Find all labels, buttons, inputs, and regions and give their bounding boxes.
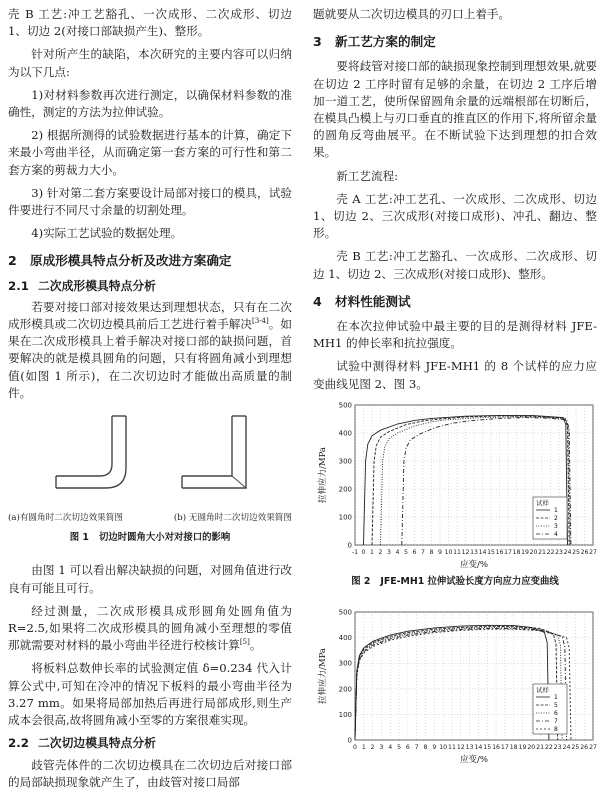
y-tick-label: 300 bbox=[338, 457, 352, 466]
x-tick-label: 23 bbox=[553, 744, 562, 752]
x-tick-label: 1 bbox=[370, 548, 374, 556]
x-tick-label: 13 bbox=[465, 744, 474, 752]
x-axis-label: 应变/% bbox=[460, 755, 488, 766]
y-axis-label: 拉伸应力/MPa bbox=[318, 648, 328, 705]
x-tick-label: 5 bbox=[397, 744, 402, 752]
x-tick-label: 8 bbox=[429, 548, 434, 556]
paragraph-after-fig1-3: 将板料总数伸长率的试验测定值 δ=0.234 代入计算公式中,可知在冷冲的情况下板料的最小弯曲半径为 3.27 mm。如果将局部加热后再进行局部成形,则生产成本会很高,故将圆角减小至零的方案很难实现。 bbox=[8, 661, 292, 728]
figure-1 bbox=[8, 410, 292, 508]
legend-title: 试样 bbox=[536, 686, 549, 695]
paragraph-2-1 bbox=[8, 299, 292, 402]
x-tick-label: 11 bbox=[448, 744, 456, 752]
x-tick-label: 22 bbox=[544, 744, 553, 752]
x-tick-label: 15 bbox=[483, 744, 492, 752]
x-tick-label: 23 bbox=[555, 548, 563, 556]
legend-entry-2: 2 bbox=[554, 514, 558, 522]
figure-2-chart bbox=[313, 399, 597, 571]
paragraph-after-fig1-2-text-b: 。 bbox=[249, 638, 262, 653]
legend-entry-5: 8 bbox=[554, 726, 558, 734]
x-tick-label: 16 bbox=[492, 744, 500, 752]
x-tick-label: 6 bbox=[412, 548, 417, 556]
figure-1-label: 图 1 bbox=[69, 532, 89, 544]
x-tick-label: 7 bbox=[421, 548, 425, 556]
x-tick-label: 4 bbox=[388, 744, 393, 752]
legend-entry-1: 1 bbox=[554, 694, 558, 702]
section-2-2-heading bbox=[8, 735, 292, 752]
section-3-number: 3 bbox=[313, 34, 322, 50]
y-tick-label: 200 bbox=[338, 685, 352, 694]
paragraph-2-1-text-a: 若要对接口部对接效果达到理想状态，只有在二次成形模具或二次切边模具前后工艺进行着手解决 bbox=[8, 299, 292, 332]
x-tick-label: 16 bbox=[495, 548, 504, 556]
paragraph-right-top: 题就要从二次切边模具的刃口上着手。 bbox=[313, 7, 511, 21]
figure-1-subcaption-a: (a)有圆角时二次切边效果简图 bbox=[8, 513, 123, 524]
list-item-4: 4)实际工艺试验的数据处理。 bbox=[31, 226, 183, 241]
y-tick-label: 400 bbox=[338, 634, 352, 643]
x-tick-label: 5 bbox=[404, 548, 408, 556]
figure-1-diagram bbox=[8, 410, 292, 508]
legend-entry-3: 6 bbox=[554, 710, 558, 718]
figure-1-subcaption-b: (b) 无圆角时二次切边效果简图 bbox=[173, 513, 292, 524]
intro-paragraph-2: 针对所产生的缺陷，本次研究的主要内容可以归纳为以下几点: bbox=[8, 47, 292, 79]
intro-paragraph-1: 壳 B 工艺:冲工艺豁孔、一次成形、二次成形、切边 1、切边 2(对接口部缺损产生)、整形。 bbox=[8, 7, 292, 39]
y-tick-label: 0 bbox=[347, 541, 352, 550]
paragraph-3a: 要将歧管对接口部的缺损现象控制到理想效果,就要在切边 2 工序时留有足够的余量，在切边 2 工序后增加一道工艺，使所保留圆角余量的远端根部在切断后，在模具凸模上与刃口垂直的推直区的作用下,将所留余量的圆角反弯曲展平。在不断试验下达到理想的扣合效果。 bbox=[313, 59, 597, 160]
paragraph-3d: 壳 B 工艺:冲工艺豁孔、一次成形、二次成形、切边 1、切边 2、三次成形(对接口成形)、整形。 bbox=[313, 249, 597, 281]
x-tick-label: 14 bbox=[474, 744, 483, 752]
y-tick-label: 500 bbox=[338, 401, 352, 410]
x-tick-label: 21 bbox=[538, 548, 546, 556]
x-tick-label: 3 bbox=[387, 548, 391, 556]
x-tick-label: 12 bbox=[456, 744, 465, 752]
figure-2-label: 图 2 bbox=[351, 575, 371, 587]
x-tick-label: 1 bbox=[361, 744, 366, 752]
x-tick-label: 2 bbox=[370, 744, 375, 752]
diagram-with-fillet bbox=[56, 416, 126, 488]
y-tick-label: 400 bbox=[338, 429, 352, 438]
section-2-heading bbox=[8, 252, 292, 269]
y-tick-label: 300 bbox=[338, 659, 352, 668]
x-tick-label: 26 bbox=[580, 548, 589, 556]
x-tick-label: 12 bbox=[461, 548, 470, 556]
x-tick-label: 7 bbox=[414, 744, 419, 752]
section-2-title: 原成形模具特点分析及改进方案确定 bbox=[30, 253, 232, 269]
x-tick-label: 3 bbox=[379, 744, 384, 752]
x-tick-label: 2 bbox=[378, 548, 383, 556]
citation-3-4: [3-4] bbox=[252, 317, 269, 326]
y-tick-label: 0 bbox=[347, 736, 352, 745]
corner-joint-line bbox=[232, 476, 246, 488]
y-tick-label: 200 bbox=[338, 485, 352, 494]
legend-entry-1: 1 bbox=[554, 506, 558, 514]
x-tick-label: 19 bbox=[521, 548, 529, 556]
section-3-heading bbox=[313, 33, 597, 50]
paragraph-after-fig1-2 bbox=[8, 603, 292, 655]
section-2-number: 2 bbox=[8, 253, 17, 269]
x-tick-label: -1 bbox=[351, 548, 359, 556]
list-item-2: 2) 根据所测得的试验数据进行基本的计算，确定下来最小弯曲半径，从而确定第一套方案的可行性和第二套方案的剪裁力大小。 bbox=[8, 128, 292, 177]
x-tick-label: 25 bbox=[571, 744, 580, 752]
x-tick-label: 19 bbox=[518, 744, 527, 752]
figure-2-caption-text: JFE-MH1 拉伸试验长度方向应力应变曲线 bbox=[380, 575, 559, 587]
left-column bbox=[8, 6, 292, 797]
section-2-1-number: 2.1 bbox=[8, 278, 29, 293]
x-tick-label: 20 bbox=[529, 548, 538, 556]
fillet-outer-edge bbox=[56, 416, 126, 488]
x-tick-label: 27 bbox=[589, 744, 597, 752]
section-2-1-heading bbox=[8, 278, 292, 295]
section-4-title: 材料性能测试 bbox=[335, 293, 411, 309]
citation-5: [5] bbox=[239, 638, 250, 647]
x-tick-label: 18 bbox=[509, 744, 518, 752]
x-tick-label: 21 bbox=[536, 744, 545, 752]
section-2-1-title: 二次成形模具特点分析 bbox=[38, 278, 156, 293]
right-column bbox=[313, 6, 597, 766]
figure-2-caption bbox=[313, 573, 597, 590]
fillet-inner-edge bbox=[56, 416, 112, 476]
y-axis-label: 拉伸应力/MPa bbox=[318, 446, 328, 503]
x-tick-label: 10 bbox=[439, 744, 448, 752]
x-tick-label: 0 bbox=[353, 744, 357, 752]
paragraph-4a: 在本次拉伸试验中最主要的目的是测得材料 JFE-MH1 的伸长率和抗拉强度。 bbox=[313, 319, 597, 351]
x-tick-label: 24 bbox=[563, 548, 572, 556]
x-tick-label: 8 bbox=[423, 744, 428, 752]
paragraph-3b: 新工艺流程: bbox=[336, 168, 399, 183]
legend-title: 试样 bbox=[536, 498, 549, 507]
paragraph-2-2: 歧管壳体件的二次切边模具在二次切边后对接口部的局部缺损现象就产生了，由歧管对接口局部 bbox=[8, 757, 292, 789]
y-tick-label: 500 bbox=[338, 608, 352, 617]
figure-1-caption-text: 切边时圆角大小对对接口的影响 bbox=[98, 532, 231, 544]
x-tick-label: 27 bbox=[589, 548, 597, 556]
x-tick-label: 26 bbox=[580, 744, 589, 752]
figure-1-caption bbox=[8, 529, 292, 546]
corner-outer-edge bbox=[182, 416, 246, 488]
y-tick-label: 100 bbox=[338, 710, 352, 719]
x-tick-label: 13 bbox=[470, 548, 478, 556]
x-tick-label: 18 bbox=[512, 548, 521, 556]
paragraph-3c: 壳 A 工艺:冲工艺孔、一次成形、二次成形、切边 1、切边 2、三次成形(对接口成形)、冲孔、翻边、整形。 bbox=[313, 191, 597, 241]
x-tick-label: 22 bbox=[546, 548, 555, 556]
x-tick-label: 0 bbox=[361, 548, 366, 556]
x-tick-label: 14 bbox=[478, 548, 487, 556]
figure-3-chart bbox=[313, 606, 597, 766]
x-tick-label: 11 bbox=[453, 548, 461, 556]
figure-1-subcaptions bbox=[8, 510, 292, 527]
diagram-without-fillet bbox=[182, 416, 246, 488]
x-tick-label: 15 bbox=[487, 548, 495, 556]
legend-entry-4: 4 bbox=[554, 530, 558, 538]
paragraph-after-fig1-1: 由图 1 可以看出解决缺损的问题，对圆角值进行改良有可能且可行。 bbox=[8, 563, 292, 595]
corner-inner-edge bbox=[182, 416, 232, 476]
figure-3-svg bbox=[313, 606, 597, 766]
legend-entry-2: 5 bbox=[554, 702, 558, 710]
section-2-2-title: 二次切边模具特点分析 bbox=[38, 736, 156, 751]
list-item-3: 3) 针对第二套方案要设计局部对接口的模具，试验件要进行不同尺寸余量的切割处理。 bbox=[8, 185, 292, 218]
x-tick-label: 9 bbox=[438, 548, 442, 556]
section-4-number: 4 bbox=[313, 293, 322, 309]
paragraph-after-fig1-2-text-a: 经过测量，二次成形模具成形圆角处圆角值为 R=2.5,如果将二次成形模具的圆角减小至理想的零值那就需要对材料的最小弯曲半径进行校核计算 bbox=[8, 603, 292, 653]
figure-2-svg bbox=[313, 399, 597, 571]
x-axis-label: 应变/% bbox=[460, 559, 488, 570]
x-tick-label: 24 bbox=[562, 744, 571, 752]
legend-entry-3: 3 bbox=[554, 522, 558, 530]
legend-entry-4: 7 bbox=[554, 718, 558, 726]
x-tick-label: 17 bbox=[504, 548, 512, 556]
x-tick-label: 10 bbox=[444, 548, 453, 556]
x-tick-label: 20 bbox=[527, 744, 536, 752]
x-tick-label: 4 bbox=[395, 548, 400, 556]
x-tick-label: 17 bbox=[500, 744, 509, 752]
x-tick-label: 25 bbox=[572, 548, 580, 556]
section-4-heading bbox=[313, 293, 597, 310]
x-tick-label: 9 bbox=[432, 744, 437, 752]
section-2-2-number: 2.2 bbox=[8, 736, 29, 751]
x-tick-label: 6 bbox=[405, 744, 410, 752]
paragraph-4b: 试验中测得材料 JFE-MH1 的 8 个试样的应力应变曲线见图 2、图 3。 bbox=[313, 359, 597, 391]
y-tick-label: 100 bbox=[338, 513, 352, 522]
section-3-title: 新工艺方案的制定 bbox=[335, 34, 436, 50]
list-item-1: 1)对材料参数再次进行测定，以确保材料参数的准确性，测定的方法为拉伸试验。 bbox=[8, 87, 292, 120]
paragraph-2-1-text-b: 。如果在二次成形模具上着手解决对接口部的缺损问题，首要解决的就是模具圆角的问题，只有将圆角减小到理想值(如图 1 所示)，在二次切边时才能做出高质量的制件。 bbox=[8, 317, 292, 400]
